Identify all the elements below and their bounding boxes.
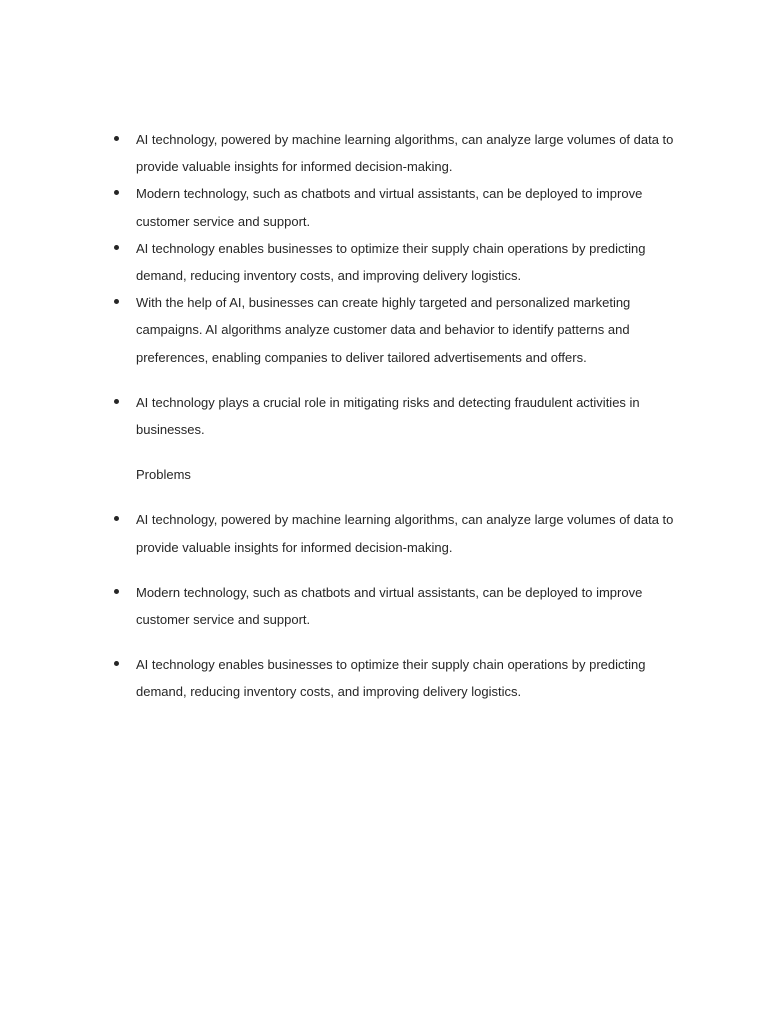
list-item [136,506,676,560]
bullet-list-1 [136,126,676,443]
list-item [136,651,676,705]
list-item [136,126,676,180]
bullet-icon [114,245,119,250]
bullet-icon [114,516,119,521]
list-item [136,579,676,633]
list-item-text: Modern technology, such as chatbots and virtual assistants, can be deployed to improve customer service and support. [136,584,643,628]
bullet-list-2 [136,506,676,705]
bullet-icon [114,589,119,594]
list-item-text: AI technology enables businesses to optimize their supply chain operations by predicting demand, reducing inventory costs, and improving delivery logistics. [136,240,646,284]
bullet-icon [114,190,119,195]
list-item-text: AI technology plays a crucial role in mitigating risks and detecting fraudulent activities in businesses. [136,394,640,438]
list-item [136,289,676,371]
bullet-icon [114,136,119,141]
bullet-icon [114,299,119,304]
list-item [136,389,676,443]
list-item-text: Modern technology, such as chatbots and virtual assistants, can be deployed to improve customer service and support. [136,186,643,229]
list-item-text: With the help of AI, businesses can create highly targeted and personalized marketing campaigns. AI algorithms analyze customer data and behavior to identify patterns and preferences, enabling companies to deliver tailored advertisements and offers. [136,295,631,365]
list-item [136,180,676,234]
list-item [136,235,676,289]
bullet-icon [114,399,119,404]
list-item-text: AI technology, powered by machine learning algorithms, can analyze large volumes of data to provide valuable insights for informed decision-making. [136,512,674,555]
bullet-icon [114,661,119,666]
document-body [136,126,676,706]
list-item-text: AI technology enables businesses to optimize their supply chain operations by predicting demand, reducing inventory costs, and improving delivery logistics. [136,657,646,700]
section-heading: Problems [136,467,191,483]
list-item-text: AI technology, powered by machine learning algorithms, can analyze large volumes of data to provide valuable insights for informed decision-making. [136,132,674,175]
